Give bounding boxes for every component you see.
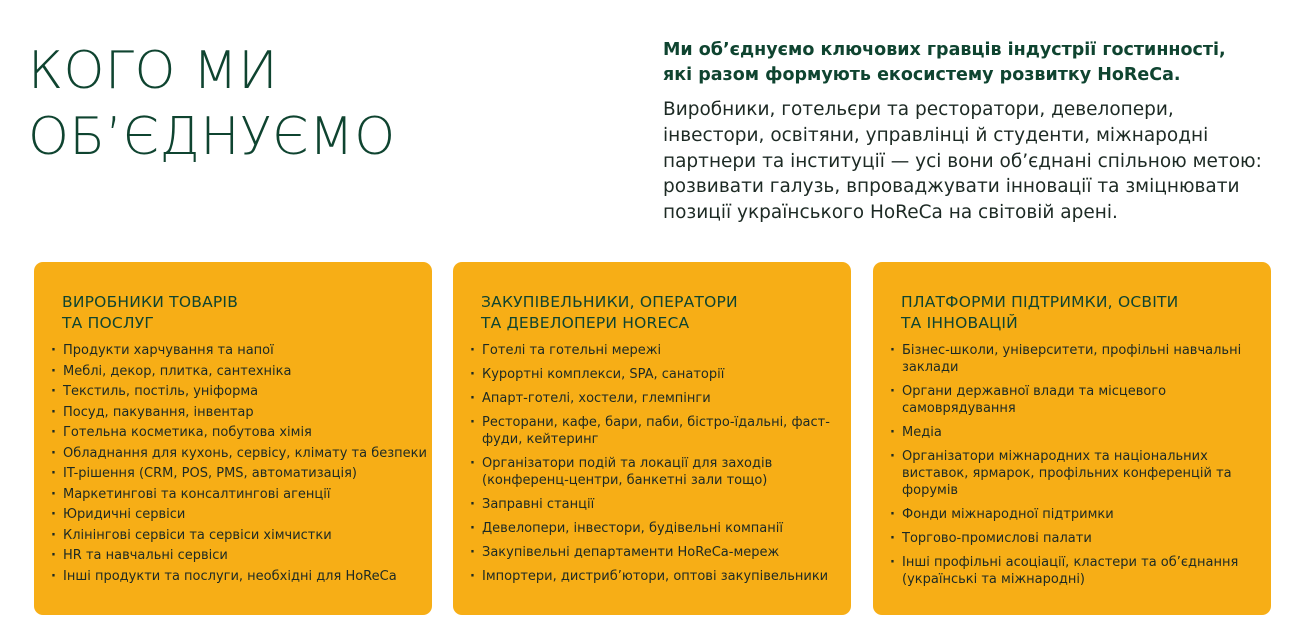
intro-body: [663, 97, 1263, 226]
list-item: · Торгово-промислові палати: [890, 530, 1261, 547]
list-item: · Організатори міжнародних та національних виставок, ярмарок, профільних конференцій та форумів: [890, 448, 1261, 499]
card-list: [51, 342, 427, 588]
card-title: [481, 292, 738, 334]
list-item: · Закупівельні департаменти HoReCa-мереж: [470, 544, 841, 561]
card-support-platforms: [873, 262, 1271, 615]
list-item: · Медіа: [890, 424, 1261, 441]
list-item: · IT-рішення (CRM, POS, PMS, автоматизація): [51, 465, 422, 482]
intro-body-line: позиції українського HoReCa на світовій арені.: [663, 202, 1118, 224]
list-item: · Готелі та готельні мережі: [470, 342, 841, 359]
intro-lead-line: Ми об’єднуємо ключових гравців індустрії гостинності,: [663, 40, 1226, 60]
list-item: · Організатори подій та локації для заходів (конференц-центри, банкетні зали тощо): [470, 455, 841, 489]
list-item: · Органи державної влади та місцевого самоврядування: [890, 383, 1261, 417]
list-item: · Інші профільні асоціації, кластери та об’єднання (українські та міжнародні): [890, 554, 1261, 588]
intro-body-line: партнери та інституції — усі вони об’єднані спільною метою:: [663, 150, 1262, 172]
list-item: · Обладнання для кухонь, сервісу, клімату та безпеки: [51, 445, 422, 462]
intro-lead: [663, 38, 1263, 88]
list-item: · Заправні станції: [470, 496, 841, 513]
list-item: · Апарт-готелі, хостели, глемпінги: [470, 390, 841, 407]
card-list: [470, 342, 841, 592]
page-title-line-2: ОБ’ЄДНУЄМО: [28, 107, 396, 167]
card-title: [62, 292, 238, 334]
page-title-line-1: КОГО МИ: [28, 41, 279, 101]
card-title: [901, 292, 1178, 334]
list-item: · Посуд, пакування, інвентар: [51, 404, 422, 421]
intro-block: [663, 38, 1263, 226]
list-item: · HR та навчальні сервіси: [51, 547, 422, 564]
intro-lead-line: які разом формують екосистему розвитку HoReCa.: [663, 65, 1181, 85]
list-item: · Ресторани, кафе, бари, паби, бістро-їдальні, фаст-фуди, кейтеринг: [470, 414, 841, 448]
list-item: · Курортні комплекси, SPA, санаторії: [470, 366, 841, 383]
card-title-line: ЗАКУПІВЕЛЬНИКИ, ОПЕРАТОРИ: [481, 293, 738, 311]
list-item: · Маркетингові та консалтингові агенції: [51, 486, 422, 503]
list-item: · Бізнес-школи, університети, профільні навчальні заклади: [890, 342, 1261, 376]
list-item: · Готельна косметика, побутова хімія: [51, 424, 422, 441]
card-title-line: ТА ІННОВАЦІЙ: [901, 314, 1018, 332]
card-list: [890, 342, 1261, 595]
list-item: · Імпортери, дистриб’ютори, оптові закупівельники: [470, 568, 841, 585]
intro-body-line: інвестори, освітяни, управлінці й студенти, міжнародні: [663, 124, 1209, 146]
intro-body-line: Виробники, готельєри та ресторатори, девелопери,: [663, 99, 1174, 120]
list-item: · Фонди міжнародної підтримки: [890, 506, 1261, 523]
card-title-line: ТА ПОСЛУГ: [62, 314, 155, 332]
card-producers: [34, 262, 432, 615]
list-item: · Меблі, декор, плитка, сантехніка: [51, 363, 422, 380]
card-title-line: ВИРОБНИКИ ТОВАРІВ: [62, 293, 239, 311]
list-item: · Продукти харчування та напої: [51, 342, 422, 359]
card-operators: [453, 262, 851, 615]
page-title: [28, 38, 396, 170]
list-item: · Юридичні сервіси: [51, 506, 422, 523]
list-item: · Клінінгові сервіси та сервіси хімчистки: [51, 527, 422, 544]
card-title-line: ПЛАТФОРМИ ПІДТРИМКИ, ОСВІТИ: [901, 293, 1179, 311]
list-item: · Текстиль, постіль, уніформа: [51, 383, 422, 400]
list-item: · Інші продукти та послуги, необхідні для HoReCa: [51, 568, 422, 585]
intro-body-line: розвивати галузь, впроваджувати інновації та зміцнювати: [663, 176, 1240, 198]
card-title-line: ТА ДЕВЕЛОПЕРИ HORECA: [481, 314, 690, 332]
list-item: · Девелопери, інвестори, будівельні компанії: [470, 520, 841, 537]
